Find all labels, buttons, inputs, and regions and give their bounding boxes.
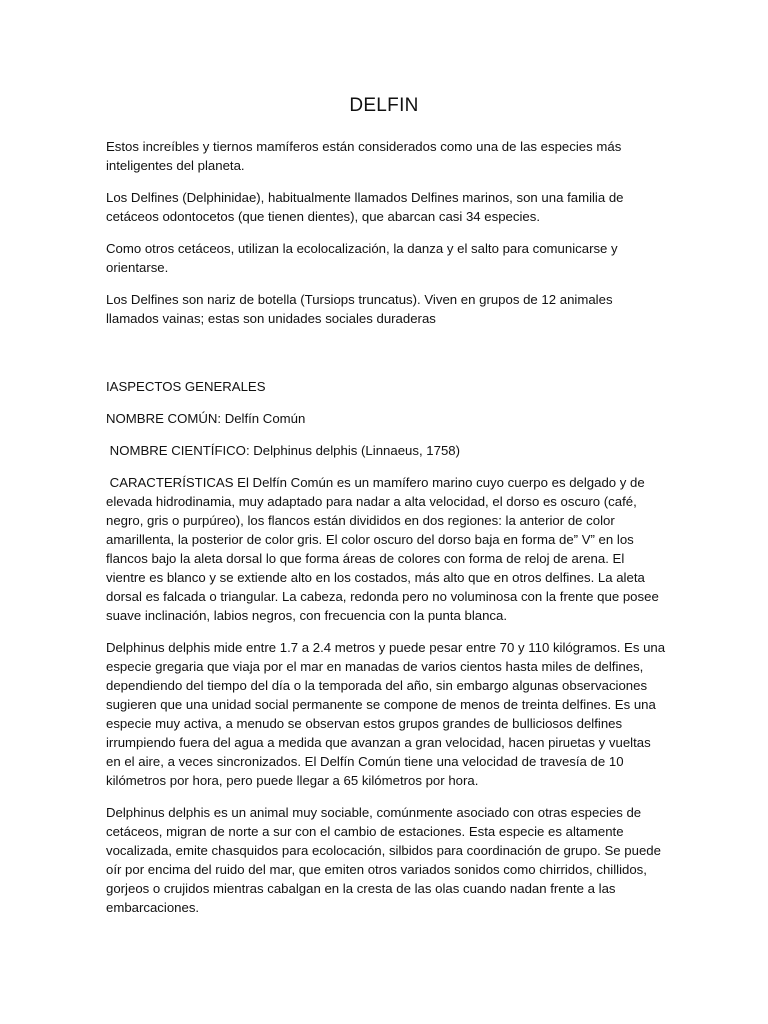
intro-paragraph-1: Estos increíbles y tiernos mamíferos están considerados como una de las especies más inteligentes del planeta.: [106, 139, 622, 173]
social-paragraph: Delphinus delphis es un animal muy sociable, comúnmente asociado con otras especies de cetáceos, migran de norte a sur con el cambio de estaciones. Esta especie es altamente vocalizada, emite chasquidos para ecolocación, silbidos para coordinación de grupo. Se puede oír por encima del ruido del mar, que emiten otros variados sonidos como chirridos, chillidos, gorjeos o crujidos mientras cabalgan en la cresta de las olas cuando nadan frente a las embarcaciones.: [106, 805, 661, 915]
spacer: [106, 341, 666, 377]
intro-paragraph-2: Los Delfines (Delphinidae), habitualmente llamados Delfines marinos, son una familia de cetáceos odontocetos (que tienen dientes), que abarcan casi 34 especies.: [106, 190, 624, 224]
characteristics-paragraph: CARACTERÍSTICAS El Delfín Común es un mamífero marino cuyo cuerpo es delgado y de elevada hidrodinamia, muy adaptado para nadar a alta velocidad, el dorso es oscuro (café, negro, gris o purpúreo), los flancos están divididos en dos regiones: la anterior de color amarillenta, la posterior de color gris. El color oscuro del dorso baja en forma de” V” en los flancos bajo la aleta dorsal lo que forma áreas de colores con forma de reloj de arena. El vientre es blanco y se extiende alto en los costados, más alto que en otros delfines. La aleta dorsal es falcada o triangular. La cabeza, redonda pero no voluminosa con la frente que posee suave inclinación, labios negros, con frecuencia con la punta blanca.: [106, 475, 663, 623]
size-paragraph: Delphinus delphis mide entre 1.7 a 2.4 metros y puede pesar entre 70 y 110 kilógramos. Es una especie gregaria que viaja por el mar en manadas de varios cientos hasta miles de delfines, dependiendo del tiempo del día o la temporada del año, sin embargo algunas observaciones sugieren que una unidad social permanente se compone de menos de treinta delfines. Es una especie muy activa, a menudo se observan estos grupos grandes de bulliciosos delfines irrumpiendo fuera del agua a medida que avanzan a gran velocidad, hacen piruetas y vueltas en el aire, a veces sincronizados. El Delfín Común tiene una velocidad de travesía de 10 kilómetros por hora, pero puede llegar a 65 kilómetros por hora.: [106, 640, 666, 788]
scientific-name-line: NOMBRE CIENTÍFICO: Delphinus delphis (Linnaeus, 1758): [106, 443, 461, 458]
section-heading: IASPECTOS GENERALES: [106, 379, 266, 394]
intro-paragraph-3: Como otros cetáceos, utilizan la ecolocalización, la danza y el salto para comunicarse y orientarse.: [106, 241, 618, 275]
document-title: DELFIN: [349, 95, 419, 116]
document-body: [106, 137, 666, 930]
common-name-line: NOMBRE COMÚN: Delfín Común: [106, 411, 306, 426]
intro-paragraph-4: Los Delfines son nariz de botella (Tursiops truncatus). Viven en grupos de 12 animales llamados vainas; estas son unidades sociales duraderas: [106, 292, 613, 326]
